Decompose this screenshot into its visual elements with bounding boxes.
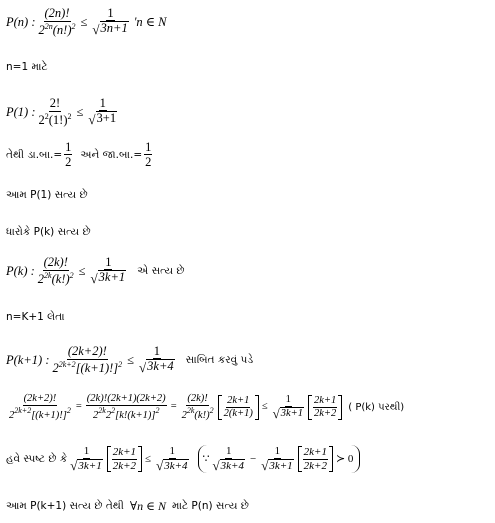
lhs-rhs-line: તેથી ડા.બા.= $\frac{1}{2}$ અને જા.બા.= $\frac{1}{2}$ xyxy=(6,140,152,170)
fraction: 1 √ 3k+1 xyxy=(272,393,303,421)
fraction: $\frac{1}{2}$ xyxy=(145,140,152,170)
because-symbol: ∵ xyxy=(202,452,210,465)
text-line: ધારોકે P(k) સત્ય છે xyxy=(6,226,91,238)
to-prove-line: P(k+1) : $\frac{(2k+2)!}{2^{2k+2}[(k+1)!]^2}$ ≤ 1 √ 3k+4 સાબિત કરવું પડે xyxy=(6,344,254,376)
fraction: 1 √ 3k+1 xyxy=(90,255,126,287)
fraction: $\frac{2!}{2^2(1!)^2}$ xyxy=(38,96,72,127)
base-case-line: P(1) : $\frac{2!}{2^2(1!)^2}$ ≤ 1 √ 3+1 xyxy=(6,96,117,128)
fraction: 1 √ 3k+4 xyxy=(139,344,174,376)
text-line: n=K+1 લેતા xyxy=(6,311,65,323)
fraction: 1 √ 3+1 xyxy=(88,96,117,128)
fraction: $\frac{(2k+2)!}{2^{2k+2}[(k+1)!]^2}$ xyxy=(9,393,71,422)
fraction: $\frac{1}{2}$ xyxy=(65,140,72,170)
statement-line: P(n) : $\frac{(2n)!}{2^{2n}(n!)^2}$ ≤ 1 √ 3n+1 'n ∈ N xyxy=(6,6,167,38)
domain-condition: 'n ∈ N xyxy=(133,14,167,29)
final-line: આમ P(k+1) સત્ય છે તેથી ∀n ∈ N માટે P(n) સત્ય છે xyxy=(6,499,249,513)
derivation-line: $\frac{(2k+2)!}{2^{2k+2}[(k+1)!]^2}$ = $\frac{(2k)!(2k+1)(2k+2)}{2^{2k}2^2[k!(k+1)]^2}$ = $\frac{(2k)!}{2^{2k}(k!)^2}$ 2k+1 2(k+1) ≤ 1 √ 3k+1 2k+1 2k+2 ( P(k) પરથી) xyxy=(9,393,405,422)
text-line: આમ P(1) સત્ય છે xyxy=(6,189,88,201)
fraction: $\frac{(2k+2)!}{2^{2k+2}[(k+1)!]^2}$ xyxy=(52,344,123,375)
p-n-label: P(n) : xyxy=(6,14,36,29)
bracket: 2k+1 2(k+1) xyxy=(218,395,259,420)
fraction: $\frac{(2k)!(2k+1)(2k+2)}{2^{2k}2^2[k!(k+1)]^2}$ xyxy=(86,393,166,422)
fraction: 1 √ 3k+1 xyxy=(70,445,102,473)
hypothesis-line: P(k) : $\frac{(2k)!}{2^{2k}(k!)^2}$ ≤ 1 √ 3k+1 એ સત્ય છે xyxy=(6,255,185,287)
reason-parenthesis: ∵ 1 √ 3k+4 − 1 √ 3k+1 2k+1 2k+2 ≻ 0 xyxy=(198,445,361,473)
fraction: $\frac{(2k)!}{2^{2k}(k!)^2}$ xyxy=(181,393,214,422)
fraction: 1 √ 3n+1 xyxy=(92,6,128,38)
conclusion-line: હવે સ્પષ્ટ છે કે 1 √ 3k+1 2k+1 2k+2 ≤ 1 √ 3k+4 ∵ 1 √ 3k+4 − 1 √ 3k+1 2k+1 2k+2 ≻ 0 xyxy=(6,445,360,473)
fraction: 1 √ 3k+4 xyxy=(156,445,188,473)
text-line: n=1 માટે xyxy=(6,61,48,73)
fraction: $\frac{(2n)!}{2^{2n}(n!)^2}$ xyxy=(38,6,76,37)
fraction: $\frac{(2k)!}{2^{2k}(k!)^2}$ xyxy=(37,255,74,286)
bracket: 2k+1 2k+2 xyxy=(308,395,342,420)
bracket: 2k+1 2k+2 xyxy=(107,446,142,472)
